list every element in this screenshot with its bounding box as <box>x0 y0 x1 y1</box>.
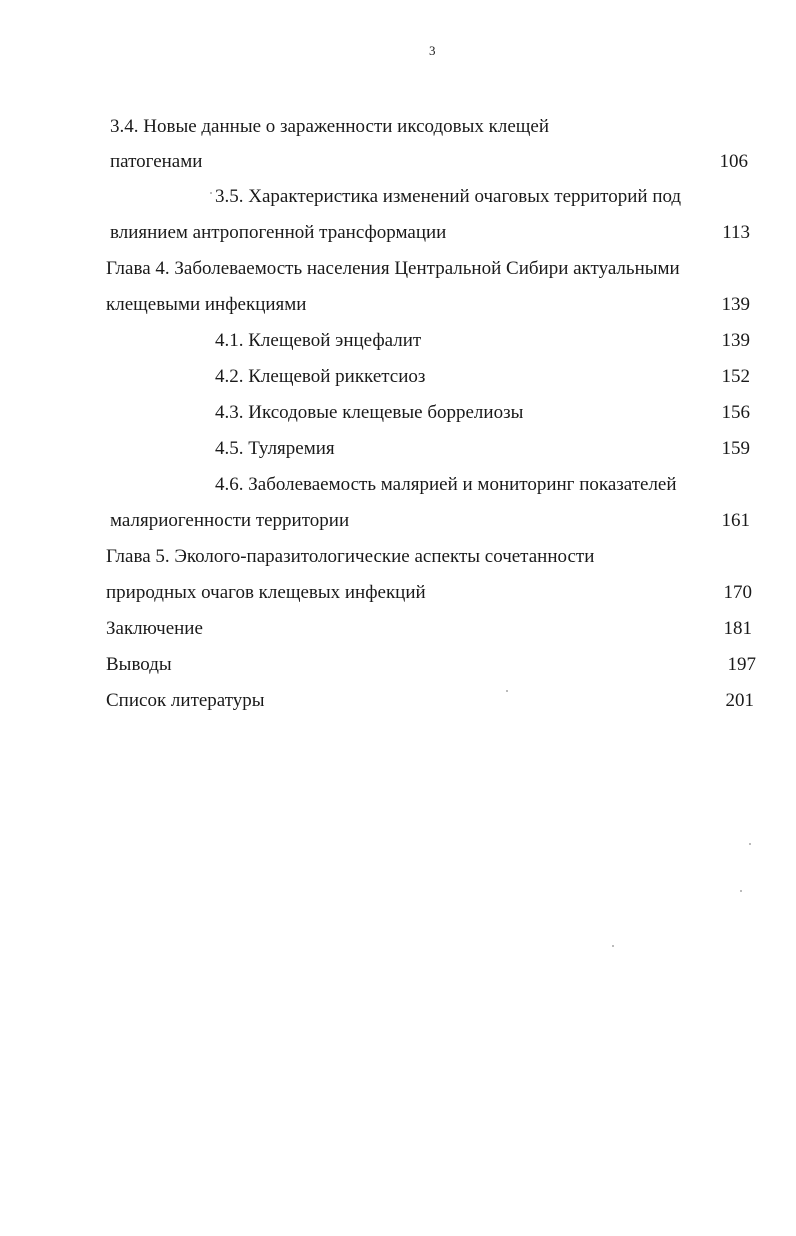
toc-entry-title-line1: 3.5. Характеристика изменений очаговых территорий под <box>215 186 682 207</box>
toc-entry-title-line2: природных очагов клещевых инфекций <box>106 582 426 603</box>
toc-entry-title: Выводы <box>106 654 172 675</box>
toc-entry-title-line2: клещевыми инфекциями <box>106 294 307 315</box>
toc-entry-title-line1: 3.4. Новые данные о зараженности иксодовых клещей <box>110 116 550 137</box>
toc-entry-title-line2: патогенами <box>110 151 203 172</box>
toc-entry-title: 4.5. Туляремия <box>215 438 335 459</box>
scan-speck <box>506 690 508 692</box>
toc-entry-title: 4.1. Клещевой энцефалит <box>215 330 422 351</box>
toc-page-number: 106 <box>719 151 748 172</box>
toc-page-number: 156 <box>721 402 750 423</box>
toc-page-number: 170 <box>723 582 752 603</box>
toc-entry-title: 4.3. Иксодовые клещевые боррелиозы <box>215 402 524 423</box>
toc-entry-title-line1: 4.6. Заболеваемость малярией и мониторинг показателей <box>215 474 677 495</box>
toc-entry-title: 4.2. Клещевой риккетсиоз <box>215 366 426 387</box>
toc-page-number: 139 <box>721 330 750 351</box>
toc-entry-title-line1: Глава 4. Заболеваемость населения Центральной Сибири актуальными <box>106 258 680 279</box>
toc-page-number: 159 <box>721 438 750 459</box>
toc-entry-title-line2: влиянием антропогенной трансформации <box>110 222 447 243</box>
toc-page-number: 181 <box>723 618 752 639</box>
scan-speck <box>612 945 614 947</box>
toc-entry-title: Заключение <box>106 618 203 639</box>
toc-page-number: 161 <box>721 510 750 531</box>
scan-speck <box>210 192 212 194</box>
scan-speck <box>749 843 751 845</box>
page-number: 3 <box>429 43 436 58</box>
toc-entry-title: Список литературы <box>106 690 265 711</box>
toc-page-number: 197 <box>727 654 756 675</box>
toc-page-number: 113 <box>722 222 750 243</box>
toc-page-number: 139 <box>721 294 750 315</box>
toc-entry-title-line2: маляриогенности территории <box>110 510 350 531</box>
toc-page-number: 152 <box>721 366 750 387</box>
toc-page-number: 201 <box>725 690 754 711</box>
scan-speck <box>740 890 742 892</box>
toc-entry-title-line1: Глава 5. Эколого-паразитологические аспекты сочетанности <box>106 546 595 567</box>
